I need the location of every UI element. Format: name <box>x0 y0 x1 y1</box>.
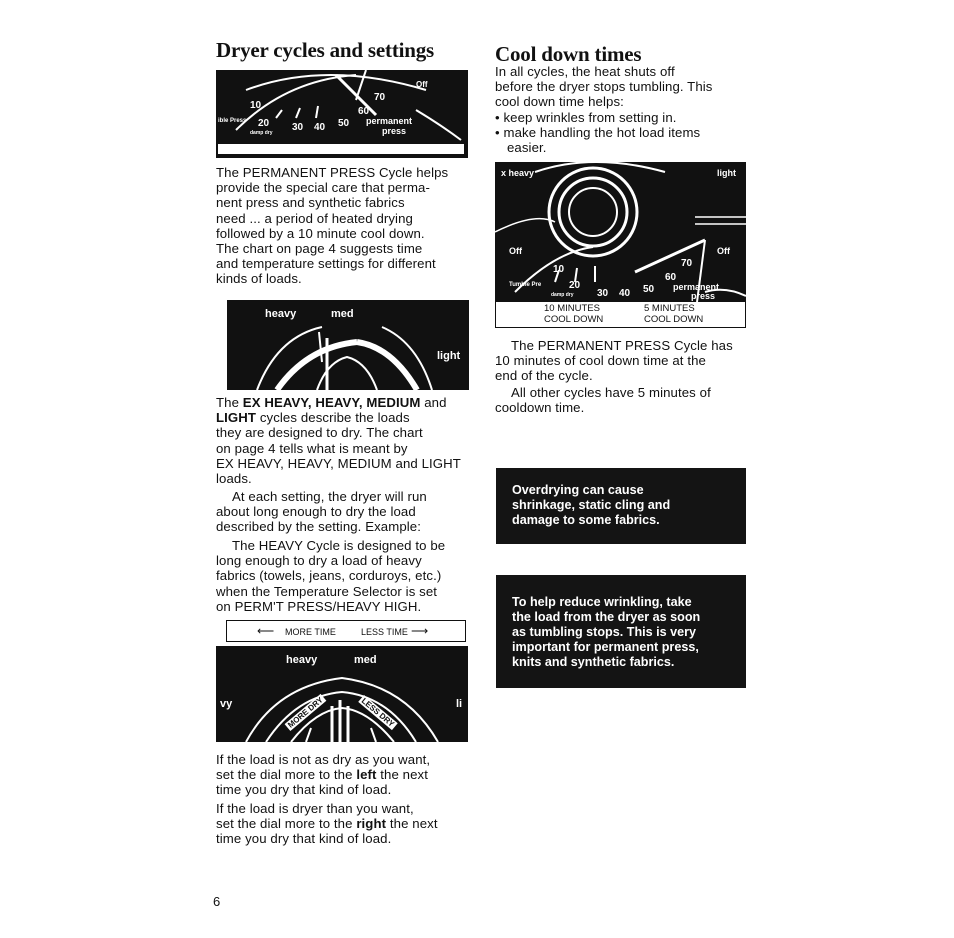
arrow-left-icon: ⟵ <box>257 624 275 638</box>
dial4-off-right: Off <box>717 246 730 256</box>
bullet-item: • keep wrinkles from setting in. <box>495 109 677 125</box>
text-line <box>216 410 478 425</box>
text: cycles describe the loads <box>256 410 410 426</box>
text-line: cooldown time. <box>495 400 585 416</box>
bullet-text: make handling the hot load items <box>503 124 701 140</box>
dial2-heavy: heavy <box>265 308 297 320</box>
text: the next <box>376 767 428 783</box>
text-line: EX HEAVY, HEAVY, MEDIUM and LIGHT <box>216 455 461 471</box>
text-line: The PERMANENT PRESS Cycle helps <box>216 165 449 180</box>
notice-wrinkling <box>496 575 746 688</box>
text: the next <box>386 816 438 832</box>
notice-line: To help reduce wrinkling, take <box>512 595 692 609</box>
notice-overdrying <box>496 468 746 544</box>
text: The <box>216 395 243 410</box>
text-line: 10 minutes of cool down time at the <box>495 353 706 369</box>
dial3-panel <box>216 646 468 742</box>
text-line: The chart on page 4 suggests time <box>216 241 423 257</box>
text-line <box>216 767 478 782</box>
text-line: loads. <box>216 471 252 487</box>
bullet-item: • make handling the hot load items <box>495 124 701 140</box>
text-line: time you dry that kind of load. <box>216 782 392 798</box>
text-line: about long enough to dry the load <box>216 504 416 520</box>
dial-image-dryness <box>216 620 468 740</box>
dial3-less-dry: LESS DRY <box>359 696 396 729</box>
bold-text: LIGHT <box>216 410 257 426</box>
text-line: cool down time helps: <box>495 94 624 110</box>
arrow-right-icon: ⟶ <box>411 624 429 638</box>
notice-line: as tumbling stops. This is very <box>512 625 697 639</box>
notice-line: damage to some fabrics. <box>512 513 660 527</box>
dial4-num-60: 60 <box>665 272 677 283</box>
notice-line: important for permanent press, <box>512 640 699 654</box>
dial-image-cool-down <box>495 162 746 328</box>
dial1-num-10: 10 <box>250 100 262 111</box>
text-line: before the dryer stops tumbling. This <box>495 79 713 95</box>
dial1-num-70: 70 <box>374 92 386 103</box>
paragraph-permanent-press <box>216 165 478 287</box>
dial4-tumble: Tumble Pre <box>509 282 542 288</box>
text-line: The HEAVY Cycle is designed to be <box>232 538 446 553</box>
dial1-num-30: 30 <box>292 122 304 133</box>
heading-dryer-cycles: Dryer cycles and settings <box>216 38 434 62</box>
dial1-off: Off <box>416 80 428 89</box>
dial-drawing <box>495 162 746 302</box>
bullet-continuation: easier. <box>507 140 547 156</box>
notice-line: shrinkage, static cling and <box>512 498 671 512</box>
dial4-caption <box>495 302 746 328</box>
more-time-label: MORE TIME <box>285 627 336 637</box>
paragraph-load-cycles <box>216 395 478 486</box>
text-line: followed by a 10 minute cool down. <box>216 225 425 241</box>
notice-line: Overdrying can cause <box>512 483 644 497</box>
caption-5min: 5 MINUTES <box>644 303 695 314</box>
dial1-num-40: 40 <box>314 122 326 133</box>
text-line: At each setting, the dryer will run <box>232 489 427 504</box>
text-line: fabrics (towels, jeans, corduroys, etc.) <box>216 568 442 584</box>
text-line: If the load is dryer than you want, <box>216 801 414 816</box>
caption-cool-down-1: COOL DOWN <box>544 314 604 325</box>
text-line: end of the cycle. <box>495 368 593 384</box>
text-line: when the Temperature Selector is set <box>216 583 438 599</box>
dial3-more-dry: MORE DRY <box>286 695 325 730</box>
dial-drawing <box>216 648 468 742</box>
dial-image-load-size <box>227 300 469 390</box>
bold-text: left <box>356 767 377 783</box>
paragraph-not-dry <box>216 752 478 798</box>
dial3-med: med <box>354 654 377 666</box>
dial3-li: li <box>456 698 463 710</box>
notice-line: the load from the dryer as soon <box>512 610 701 624</box>
text-line: described by the setting. Example: <box>216 519 421 535</box>
dial4-permanent: permanent <box>673 282 720 292</box>
dial1-num-20: 20 <box>258 118 270 129</box>
dial1-press: press <box>382 126 407 136</box>
dial4-damp: damp dry <box>551 292 574 298</box>
text-line: The PERMANENT PRESS Cycle has <box>511 338 733 353</box>
caption-cool-down-2: COOL DOWN <box>644 314 704 325</box>
bold-text: right <box>356 816 387 832</box>
text-line: provide the special care that perma- <box>216 180 430 196</box>
bullet-text: keep wrinkles from setting in. <box>503 109 677 125</box>
dial1-num-50: 50 <box>338 118 350 129</box>
text-line: time you dry that kind of load. <box>216 831 392 847</box>
dial2-med: med <box>331 308 354 320</box>
text-line <box>216 816 478 831</box>
notice-line: knits and synthetic fabrics. <box>512 655 675 669</box>
dial4-light: light <box>717 168 736 178</box>
text-line: and temperature settings for different <box>216 256 436 272</box>
dial2-light: light <box>437 350 461 362</box>
dial4-x-heavy: x heavy <box>501 168 535 178</box>
text-line: kinds of loads. <box>216 271 302 287</box>
dial-image-permanent-press <box>216 70 468 158</box>
text-line: on PERM'T PRESS/HEAVY HIGH. <box>216 598 422 614</box>
heading-cool-down: Cool down times <box>495 42 642 66</box>
time-strip <box>226 620 466 642</box>
text-line: long enough to dry a load of heavy <box>216 553 422 569</box>
text-line: they are designed to dry. The chart <box>216 425 423 441</box>
less-time-label: LESS TIME <box>361 627 408 637</box>
paragraph-perm-press-cooldown <box>495 338 755 384</box>
caption-10min: 10 MINUTES <box>544 303 600 314</box>
dial3-vy: vy <box>220 698 233 710</box>
dial-drawing <box>216 70 468 158</box>
text-line: on page 4 tells what is meant by <box>216 440 408 456</box>
text-line: In all cycles, the heat shuts off <box>495 64 675 79</box>
text-line: nent press and synthetic fabrics <box>216 195 405 211</box>
dial4-num-70: 70 <box>681 258 693 269</box>
dial4-num-50: 50 <box>643 284 655 295</box>
text: and <box>420 395 447 410</box>
text: set the dial more to the <box>216 816 357 832</box>
text-line: need ... a period of heated drying <box>216 210 413 226</box>
paragraph-cool-down-intro <box>495 64 755 155</box>
page-number: 6 <box>213 894 221 909</box>
dial4-num-40: 40 <box>619 288 631 299</box>
paragraph-other-cycles <box>495 385 755 415</box>
bold-text: EX HEAVY, HEAVY, MEDIUM <box>242 395 421 410</box>
dial3-heavy: heavy <box>286 654 318 666</box>
text-line: If the load is not as dry as you want, <box>216 752 431 767</box>
text-line: All other cycles have 5 minutes of <box>511 385 711 400</box>
dial4-panel <box>495 162 746 302</box>
paragraph-each-setting <box>216 489 478 535</box>
paragraph-too-dry <box>216 801 478 847</box>
dial4-press: press <box>691 291 716 301</box>
text-line <box>216 395 478 410</box>
text: set the dial more to the <box>216 767 357 783</box>
dial1-num-60: 60 <box>358 106 370 117</box>
dial4-num-10: 10 <box>553 264 565 275</box>
dial4-num-30: 30 <box>597 288 609 299</box>
dial1-permanent: permanent <box>366 116 413 126</box>
dial4-num-20: 20 <box>569 280 581 291</box>
paragraph-heavy-cycle <box>216 538 478 614</box>
dial4-off-left: Off <box>509 246 522 256</box>
dial1-damp: damp dry <box>250 130 273 136</box>
dial1-tumble: ible Press <box>218 118 247 124</box>
